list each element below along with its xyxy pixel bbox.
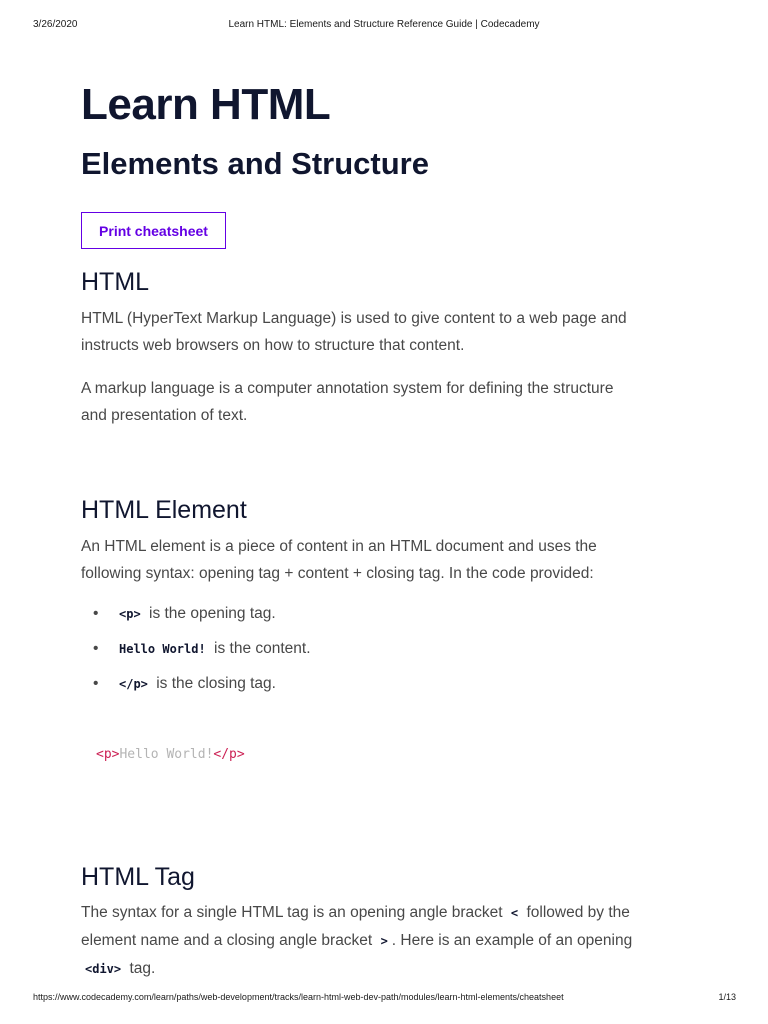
list-item	[93, 675, 276, 693]
html-para2-line1: A markup language is a computer annotation system for defining the structure	[81, 380, 614, 397]
inline-code: <p>	[119, 607, 141, 621]
tag-para-line1a: The syntax for a single HTML tag is an opening angle bracket	[81, 904, 503, 921]
list-item-text: is the content.	[214, 640, 311, 657]
html-paragraph-2	[81, 375, 681, 429]
tag-para-line3b: tag.	[129, 960, 156, 977]
section-heading-html: HTML	[81, 268, 150, 296]
print-page-title: Learn HTML: Elements and Structure Reference Guide | Codecademy	[228, 19, 540, 30]
tag-para-line2a: element name and a closing angle bracket	[81, 932, 373, 949]
print-date: 3/26/2020	[33, 19, 78, 30]
inline-code: <	[510, 906, 519, 920]
bullet-icon: •	[93, 675, 99, 692]
list-item	[93, 640, 311, 658]
inline-code: <div>	[85, 962, 122, 976]
element-paragraph	[81, 533, 681, 587]
print-cheatsheet-button[interactable]: Print cheatsheet	[81, 212, 226, 249]
list-item-text: is the closing tag.	[156, 675, 276, 692]
section-heading-html-tag: HTML Tag	[81, 863, 195, 891]
html-paragraph-1	[81, 305, 681, 359]
element-para-line1: An HTML element is a piece of content in an HTML document and uses the	[81, 538, 597, 555]
bullet-icon: •	[93, 640, 99, 657]
tag-paragraph	[81, 899, 681, 983]
print-page-number: 1/13	[718, 992, 736, 1002]
element-para-line2: following syntax: opening tag + content + closing tag. In the code provided:	[81, 565, 594, 582]
page-subtitle: Elements and Structure	[81, 146, 429, 181]
inline-code: </p>	[119, 677, 148, 691]
inline-code: >	[380, 934, 388, 948]
list-item-text: is the opening tag.	[149, 605, 276, 622]
tag-para-line2b: . Here is an example of an opening	[391, 932, 633, 949]
html-para1-line2: instructs web browsers on how to structure that content.	[81, 337, 465, 354]
html-para2-line2: and presentation of text.	[81, 407, 248, 424]
bullet-icon: •	[93, 605, 99, 622]
tag-para-line1b: followed by the	[526, 904, 630, 921]
inline-code: Hello World!	[119, 642, 206, 656]
section-heading-html-element: HTML Element	[81, 496, 247, 524]
html-para1-line1: HTML (HyperText Markup Language) is used to give content to a web page and	[81, 310, 627, 327]
code-open-tag: <p>	[96, 747, 120, 762]
code-content: Hello World!	[119, 747, 214, 762]
code-close-tag: </p>	[213, 747, 245, 762]
list-item	[93, 605, 276, 623]
code-example	[96, 747, 245, 762]
page-title: Learn HTML	[81, 80, 331, 129]
print-url: https://www.codecademy.com/learn/paths/web-development/tracks/learn-html-web-dev-path/modules/learn-html-elements/cheatsheet	[33, 992, 564, 1002]
